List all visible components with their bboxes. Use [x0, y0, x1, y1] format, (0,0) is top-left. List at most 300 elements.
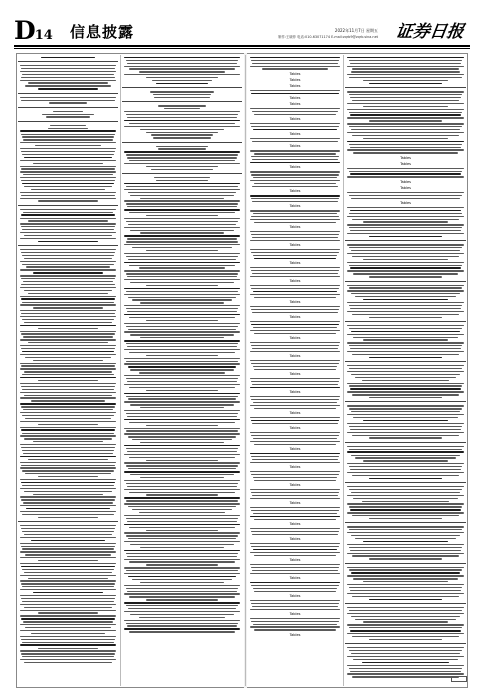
text-line	[126, 361, 239, 362]
text-line	[254, 555, 337, 556]
text-line	[347, 285, 463, 286]
text-line	[20, 580, 116, 581]
section-separator	[345, 240, 466, 241]
text-line	[22, 264, 114, 265]
text-line	[347, 253, 463, 254]
text-line	[250, 57, 340, 58]
text-line	[352, 68, 458, 69]
text-line	[347, 192, 463, 193]
text-line	[127, 625, 237, 626]
text-line	[22, 389, 114, 390]
text-line	[124, 363, 239, 364]
text-line	[126, 291, 239, 292]
text-line	[350, 308, 461, 309]
text-line	[20, 192, 116, 193]
text-line	[158, 105, 206, 106]
text-line	[347, 544, 463, 545]
text-line	[139, 372, 225, 373]
text-line	[124, 489, 239, 490]
text-line	[351, 198, 460, 199]
section-separator	[122, 173, 242, 174]
text-line	[132, 439, 233, 440]
text-line	[347, 342, 463, 343]
text-line	[347, 57, 463, 58]
text-line	[363, 80, 448, 81]
text-line	[21, 546, 115, 547]
text-line	[250, 378, 340, 379]
text-line	[349, 449, 463, 450]
text-line	[22, 302, 114, 303]
text-line	[363, 581, 448, 582]
text-line	[124, 227, 239, 228]
text-line	[347, 432, 463, 433]
text-line	[139, 267, 225, 268]
text-line	[352, 394, 458, 395]
text-line	[21, 566, 115, 567]
text-line	[351, 492, 460, 493]
text-line	[22, 415, 114, 416]
text-line	[254, 333, 337, 334]
text-line	[252, 570, 338, 571]
text-line	[38, 88, 98, 89]
text-line	[128, 297, 236, 298]
text-line	[124, 573, 239, 574]
text-line	[349, 610, 463, 611]
text-line	[250, 582, 340, 583]
text-line	[127, 238, 237, 239]
text-line	[347, 414, 463, 415]
text-line	[251, 567, 339, 568]
text-line	[250, 543, 340, 544]
text-line	[369, 558, 442, 559]
text-line	[124, 462, 239, 463]
text-line	[21, 151, 115, 152]
text-line	[24, 322, 112, 323]
text-line	[146, 564, 218, 565]
text-line	[347, 656, 463, 657]
text-line	[254, 519, 337, 520]
text-line	[253, 213, 338, 214]
text-line	[146, 250, 218, 251]
text-line	[129, 352, 235, 353]
text-line	[347, 567, 463, 568]
text-line	[20, 368, 116, 369]
text-line	[128, 366, 236, 367]
text-line	[362, 662, 449, 663]
text-line	[250, 498, 340, 499]
text-line	[124, 163, 239, 164]
text-line	[28, 82, 108, 83]
text-line	[20, 624, 116, 625]
text-line	[124, 585, 239, 586]
text-line	[127, 451, 237, 452]
text-line	[21, 214, 115, 215]
text-line	[369, 357, 442, 358]
text-line	[350, 348, 461, 349]
text-line	[253, 549, 338, 550]
text-line	[151, 169, 213, 170]
table-tag: Tables	[289, 611, 301, 616]
text-line	[347, 74, 463, 75]
text-line	[347, 244, 463, 245]
text-line	[20, 644, 116, 645]
text-line	[349, 112, 463, 113]
text-line	[124, 375, 239, 376]
text-line	[250, 90, 340, 91]
text-line	[127, 416, 237, 417]
text-line	[126, 241, 239, 242]
text-line	[25, 473, 111, 474]
text-line	[38, 517, 98, 518]
text-line	[369, 478, 442, 479]
text-line	[20, 218, 116, 219]
text-line	[129, 123, 235, 124]
text-line	[347, 168, 463, 169]
text-line	[253, 291, 338, 292]
text-line	[362, 380, 449, 381]
table-tag: Tables	[289, 336, 301, 341]
text-line	[347, 334, 463, 335]
text-line	[21, 252, 115, 253]
text-line	[22, 656, 114, 657]
text-line	[23, 502, 113, 503]
text-line	[349, 247, 463, 248]
text-line	[349, 144, 463, 145]
text-line	[20, 304, 116, 305]
text-line	[33, 272, 103, 273]
text-line	[350, 173, 461, 174]
text-line	[250, 507, 340, 508]
text-line	[353, 659, 457, 660]
text-line	[146, 132, 218, 133]
text-line	[254, 444, 337, 445]
section-separator	[345, 442, 466, 443]
text-line	[350, 63, 461, 64]
text-line	[126, 396, 239, 397]
section-title: 信息披露	[70, 23, 135, 41]
text-line	[352, 354, 458, 355]
text-line	[369, 518, 442, 519]
text-line	[20, 130, 116, 131]
text-line	[22, 374, 114, 375]
section-separator	[18, 121, 118, 122]
text-line	[250, 330, 340, 331]
text-line	[124, 393, 239, 394]
text-line	[250, 150, 340, 151]
text-line	[129, 631, 235, 632]
section-separator	[345, 603, 466, 604]
text-line	[31, 400, 105, 401]
table-tag: Tables	[289, 71, 301, 76]
text-line	[21, 298, 115, 299]
text-line	[262, 68, 328, 69]
text-line	[132, 299, 233, 300]
table-tag: Tables	[400, 155, 411, 160]
text-line	[254, 297, 337, 298]
text-line	[250, 360, 340, 361]
text-line	[130, 544, 233, 545]
text-line	[20, 467, 116, 468]
text-line	[369, 236, 442, 237]
text-line	[363, 259, 448, 260]
text-line	[24, 491, 112, 492]
text-line	[253, 624, 338, 625]
text-line	[154, 177, 209, 178]
text-line	[20, 456, 116, 457]
section-separator	[122, 101, 242, 102]
section-separator	[345, 563, 466, 564]
text-line	[22, 255, 114, 256]
table-tag: Tables	[400, 161, 411, 166]
table-tag: Tables	[289, 300, 301, 305]
table-tag: Tables	[289, 315, 301, 320]
text-line	[33, 592, 103, 593]
text-line	[20, 316, 116, 317]
text-line	[124, 628, 239, 629]
text-line	[347, 463, 463, 464]
text-line	[250, 249, 340, 250]
text-line	[251, 510, 339, 511]
table-tag: Tables	[289, 371, 301, 376]
text-line	[140, 337, 224, 338]
text-line	[126, 273, 239, 274]
text-line	[25, 85, 111, 86]
text-line	[347, 216, 463, 217]
text-line	[20, 488, 116, 489]
text-line	[21, 653, 115, 654]
text-line	[20, 421, 116, 422]
text-line	[362, 501, 449, 502]
text-line	[20, 630, 116, 631]
text-line	[22, 154, 114, 155]
text-line	[156, 180, 209, 181]
text-line	[146, 530, 218, 531]
text-line	[350, 671, 461, 672]
text-line	[251, 126, 339, 127]
text-line	[127, 117, 237, 118]
text-line	[126, 343, 239, 344]
text-line	[20, 71, 116, 72]
text-line	[20, 392, 116, 393]
text-line	[347, 624, 463, 625]
text-line	[33, 494, 103, 495]
text-line	[349, 368, 463, 369]
table-tag: Tables	[400, 200, 411, 205]
text-line	[130, 474, 233, 475]
text-line	[140, 442, 224, 443]
section-separator	[345, 281, 466, 282]
issue-date-line: 2022年11月7日 星期五	[334, 28, 378, 33]
text-line	[128, 608, 236, 609]
text-line	[369, 83, 442, 84]
text-line	[347, 532, 463, 533]
text-line	[21, 77, 115, 78]
text-line	[349, 408, 463, 409]
table-tag: Tables	[289, 482, 301, 487]
text-line	[351, 129, 460, 130]
text-line	[126, 605, 239, 606]
text-line	[21, 386, 115, 387]
text-line	[124, 294, 239, 295]
text-line	[154, 97, 209, 98]
text-line	[21, 365, 115, 366]
text-line	[124, 111, 239, 112]
text-line	[126, 256, 239, 257]
text-line	[250, 441, 340, 442]
text-line	[352, 676, 458, 677]
text-line	[46, 116, 90, 117]
text-line	[347, 486, 463, 487]
text-line	[24, 157, 112, 158]
text-line	[352, 515, 458, 516]
page-number: 14	[34, 28, 53, 43]
text-line	[20, 148, 116, 149]
text-line	[50, 125, 86, 126]
text-line	[250, 432, 340, 433]
text-line	[347, 91, 463, 92]
text-line	[349, 77, 463, 78]
text-line	[41, 57, 95, 58]
text-line	[252, 159, 338, 160]
text-line	[126, 500, 239, 501]
text-line	[353, 417, 457, 418]
text-line	[124, 218, 239, 219]
text-line	[20, 435, 116, 436]
text-line	[349, 171, 463, 172]
text-line	[26, 266, 110, 267]
text-line	[251, 309, 339, 310]
text-line	[128, 329, 236, 330]
text-line	[20, 610, 116, 611]
text-line	[126, 535, 239, 536]
text-line	[129, 265, 235, 266]
text-line	[347, 446, 463, 447]
text-line	[124, 126, 239, 127]
text-line	[20, 412, 116, 413]
text-line	[153, 94, 211, 95]
text-line	[251, 216, 339, 217]
text-line	[347, 176, 463, 177]
text-line	[20, 354, 116, 355]
text-line	[20, 397, 116, 398]
text-line	[20, 659, 116, 660]
text-line	[250, 219, 340, 220]
text-line	[347, 109, 463, 110]
text-line	[146, 460, 218, 461]
text-line	[130, 614, 233, 615]
table-tag: Tables	[400, 185, 411, 190]
text-line	[20, 65, 116, 66]
text-line	[252, 186, 338, 187]
text-line	[124, 611, 239, 612]
text-line	[22, 470, 114, 471]
text-line	[250, 66, 340, 67]
text-line	[251, 420, 339, 421]
text-line	[251, 324, 339, 325]
text-line	[350, 388, 461, 389]
text-line	[347, 365, 463, 366]
text-line	[350, 509, 461, 510]
text-line	[253, 129, 338, 130]
text-line	[347, 233, 463, 234]
text-line	[22, 569, 114, 570]
text-line	[53, 111, 83, 112]
text-line	[251, 345, 339, 346]
text-line	[250, 267, 340, 268]
section-separator	[18, 205, 118, 206]
text-line	[129, 492, 235, 493]
text-line	[252, 63, 338, 64]
text-line	[352, 475, 458, 476]
text-line	[252, 201, 338, 202]
text-line	[351, 293, 460, 294]
text-line	[254, 222, 337, 223]
section-separator	[345, 361, 466, 362]
text-line	[146, 494, 218, 495]
text-line	[21, 429, 115, 430]
text-line	[33, 163, 103, 164]
table-tag: Tables	[289, 83, 301, 88]
text-line	[127, 346, 237, 347]
text-line	[23, 621, 113, 622]
text-line	[250, 453, 340, 454]
text-line	[253, 477, 338, 478]
text-line	[124, 532, 239, 533]
text-line	[251, 621, 339, 622]
text-line	[251, 381, 339, 382]
text-line	[20, 97, 116, 98]
text-line	[253, 402, 338, 403]
text-line	[20, 615, 116, 616]
text-line	[21, 618, 115, 619]
text-line	[250, 564, 340, 565]
text-line	[25, 357, 111, 358]
text-line	[351, 331, 460, 332]
text-line	[353, 498, 457, 499]
text-line	[126, 518, 239, 519]
text-line	[347, 290, 463, 291]
text-line	[126, 221, 239, 222]
text-line	[349, 265, 463, 266]
text-line	[124, 401, 239, 402]
text-line	[250, 528, 340, 529]
text-line	[353, 152, 457, 153]
text-line	[124, 189, 239, 190]
text-line	[350, 429, 461, 430]
text-line	[21, 168, 115, 169]
text-line	[252, 459, 338, 460]
text-line	[146, 599, 218, 600]
text-line	[250, 123, 340, 124]
text-line	[347, 141, 463, 142]
text-line	[124, 550, 239, 551]
text-line	[140, 477, 224, 478]
text-line	[24, 438, 112, 439]
text-line	[350, 97, 461, 98]
text-line	[251, 174, 339, 175]
table-tag: Tables	[289, 632, 301, 637]
text-line	[21, 313, 115, 314]
text-line	[347, 503, 463, 504]
text-line	[129, 160, 235, 161]
text-line	[128, 576, 236, 577]
table-tag: Tables	[289, 95, 301, 100]
text-line	[126, 413, 239, 414]
text-line	[349, 385, 463, 386]
text-line	[124, 253, 239, 254]
text-line	[347, 66, 463, 67]
section-separator	[345, 522, 466, 523]
